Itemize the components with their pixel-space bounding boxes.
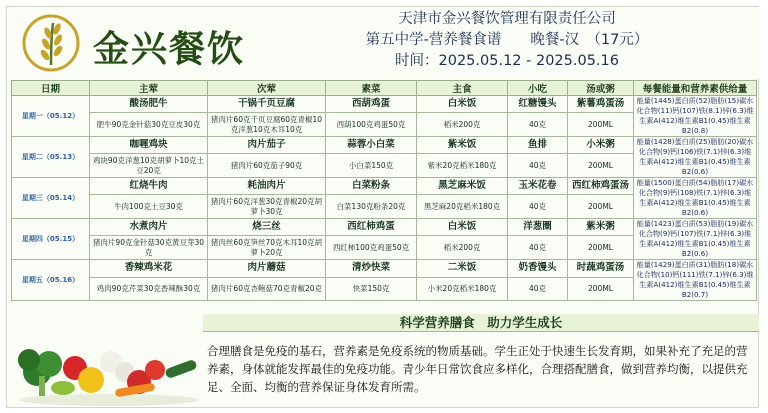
footer-section <box>7 314 760 409</box>
menu-period: 时间：2025.05.12 - 2025.05.16 <box>395 53 619 69</box>
qty-staple: 黑芝麻20克稻米180克 <box>417 195 508 219</box>
qty-main-meat: 鸡块90克洋葱10克胡萝卜10克土豆20克 <box>90 154 208 178</box>
qty-vegetable: 小白菜150克 <box>326 154 417 178</box>
qty-soup: 200ML <box>568 236 634 260</box>
dish-side-meat: 耗油肉片 <box>208 178 326 195</box>
dish-main-meat: 酸汤肥牛 <box>90 96 208 113</box>
dish-snack: 红糖馒头 <box>508 96 568 113</box>
nutrition-cell: 能量(1500)蛋白质(54)脂肪(17)碳水化合物(9)钙(108)铁(7.1)锌(6.3)维生素A(412)维生素B1(0.45)维生素B2(0.6) <box>634 178 757 219</box>
day-cell: 星期五（05.16） <box>12 260 90 301</box>
slogan-banner: 科学营养膳食 助力学生成长 <box>203 314 759 332</box>
dish-side-meat: 干锅千页豆腐 <box>208 96 326 113</box>
qty-main-meat: 鸡肉90克芹菜30克香辣酥30克 <box>90 277 208 300</box>
dish-soup: 紫米粥 <box>568 219 634 236</box>
qty-vegetable: 西葫100克鸡蛋50克 <box>326 113 417 137</box>
header <box>7 7 760 79</box>
dish-soup: 小米粥 <box>568 137 634 154</box>
table-row <box>12 219 757 236</box>
qty-vegetable: 西红柿100克鸡蛋50克 <box>326 236 417 260</box>
qty-staple: 稻米200克 <box>417 113 508 137</box>
day-cell: 星期三（05.14） <box>12 178 90 219</box>
qty-vegetable: 白菜130克粉条20克 <box>326 195 417 219</box>
dish-side-meat: 烧三丝 <box>208 219 326 236</box>
table-row <box>12 96 757 113</box>
nutrition-cell: 能量(1428)蛋白质(25)脂肪(20)碳水化合物(9)钙(106)铁(7.1)锌(6.3)维生素A(412)维生素B1(0.45)维生素B2(0.6) <box>634 137 757 178</box>
menu-sheet <box>6 6 759 408</box>
table-row <box>12 137 757 154</box>
qty-side-meat: 猪肉片60克茄子90克 <box>208 154 326 178</box>
qty-side-meat: 猪肉丝60克笋丝70克木耳10克胡萝卜20克 <box>208 236 326 260</box>
column-header: 日期 <box>12 81 90 96</box>
qty-staple: 小米20克稻米180克 <box>417 277 508 300</box>
dish-side-meat: 肉片蘑菇 <box>208 260 326 278</box>
dish-vegetable: 蒜蓉小白菜 <box>326 137 417 154</box>
dish-staple: 白米饭 <box>417 219 508 236</box>
qty-soup: 200ML <box>568 113 634 137</box>
qty-staple: 紫米20克稻米180克 <box>417 154 508 178</box>
table-row <box>12 260 757 278</box>
qty-staple: 稻米200克 <box>417 236 508 260</box>
dish-vegetable: 西红柿鸡蛋 <box>326 219 417 236</box>
dish-main-meat: 红烧牛肉 <box>90 178 208 195</box>
qty-side-meat: 猪肉片60克杏鲍菇70克青椒20克 <box>208 277 326 300</box>
dish-vegetable: 白菜粉条 <box>326 178 417 195</box>
vegetables-illustration-icon <box>15 320 203 406</box>
company-name: 天津市金兴餐饮管理有限责任公司 <box>398 11 616 27</box>
dish-staple: 黑芝麻米饭 <box>417 178 508 195</box>
dish-staple: 紫米饭 <box>417 137 508 154</box>
dish-staple: 二米饭 <box>417 260 508 278</box>
dish-vegetable: 清炒快菜 <box>326 260 417 278</box>
table-row <box>12 178 757 195</box>
dish-snack: 玉米花卷 <box>508 178 568 195</box>
qty-soup: 200ML <box>568 277 634 300</box>
qty-main-meat: 猪肉片90克金针菇30克黄豆芽30克 <box>90 236 208 260</box>
qty-snack: 40克 <box>508 113 568 137</box>
qty-main-meat: 牛肉100克土豆30克 <box>90 195 208 219</box>
column-header: 次荤 <box>208 81 326 96</box>
dish-soup: 紫薯鸡蛋汤 <box>568 96 634 113</box>
column-header: 小吃 <box>508 81 568 96</box>
dish-soup: 西红柿鸡蛋汤 <box>568 178 634 195</box>
qty-soup: 200ML <box>568 195 634 219</box>
column-header: 汤或粥 <box>568 81 634 96</box>
qty-main-meat: 肥牛90克金针菇30克豆皮30克 <box>90 113 208 137</box>
dish-main-meat: 水煮肉片 <box>90 219 208 236</box>
brand-name: 金兴餐饮 <box>93 28 246 70</box>
qty-vegetable: 快菜150克 <box>326 277 417 300</box>
qty-snack: 40克 <box>508 154 568 178</box>
nutrition-cell: 能量(1429)蛋白质(31)脂肪(18)碳水化合物(10)钙(111)铁(7.1)锌(6.3)维生素A(412)维生素B1(0.45)维生素B2(0.7) <box>634 260 757 301</box>
qty-side-meat: 猪肉片60克洋葱30克青椒20克胡萝卜30克 <box>208 195 326 219</box>
qty-soup: 200ML <box>568 154 634 178</box>
qty-snack: 40克 <box>508 236 568 260</box>
column-header: 素菜 <box>326 81 417 96</box>
nutrition-paragraph: 合理膳食是免疫的基石，营养素是免疫系统的物质基础。学生正处于快速生长发育期，如果补充了充足的营养素，身体就能发挥最佳的免疫功能。青少年日常饮食应多样化，合理搭配膳食，做到营养均衡，以提供充足、全面、均衡的营养保证身体发育所需。 <box>207 344 748 394</box>
day-cell: 星期四（05.15） <box>12 219 90 260</box>
qty-snack: 40克 <box>508 277 568 300</box>
dish-snack: 鱼排 <box>508 137 568 154</box>
table-header-row <box>12 81 757 96</box>
dish-soup: 时蔬鸡蛋汤 <box>568 260 634 278</box>
column-header: 主荤 <box>90 81 208 96</box>
title-block <box>297 9 717 72</box>
dish-vegetable: 西葫鸡蛋 <box>326 96 417 113</box>
wheat-logo-icon <box>21 13 81 73</box>
dish-snack: 洋葱圈 <box>508 219 568 236</box>
nutrition-cell: 能量(1423)蛋白质(53)脂肪(19)碳水化合物(9)钙(107)铁(7.1)锌(6.3)维生素A(412)维生素B1(0.45)维生素B2(0.6) <box>634 219 757 260</box>
qty-side-meat: 猪肉片60克千页豆腐60克青椒10克洋葱10克木耳10克 <box>208 113 326 137</box>
dish-snack: 奶香馒头 <box>508 260 568 278</box>
dish-main-meat: 香辣鸡米花 <box>90 260 208 278</box>
day-cell: 星期一（05.12） <box>12 96 90 137</box>
day-cell: 星期二（05.13） <box>12 137 90 178</box>
column-header: 每餐能量和营养素供给量 <box>634 81 757 96</box>
column-header: 主食 <box>417 81 508 96</box>
menu-subtitle: 第五中学-营养餐食谱 晚餐-汉 （17元） <box>365 32 649 48</box>
dish-staple: 白米饭 <box>417 96 508 113</box>
menu-table <box>11 80 757 301</box>
dish-side-meat: 肉片茄子 <box>208 137 326 154</box>
dish-main-meat: 咖喱鸡块 <box>90 137 208 154</box>
qty-snack: 40克 <box>508 195 568 219</box>
nutrition-cell: 能量(1445)蛋白质(52)脂肪(15)碳水化合物(11)钙(107)铁(8.1)锌(6.3)维生素A(412)维生素B1(0.45)维生素B2(0.8) <box>634 96 757 137</box>
